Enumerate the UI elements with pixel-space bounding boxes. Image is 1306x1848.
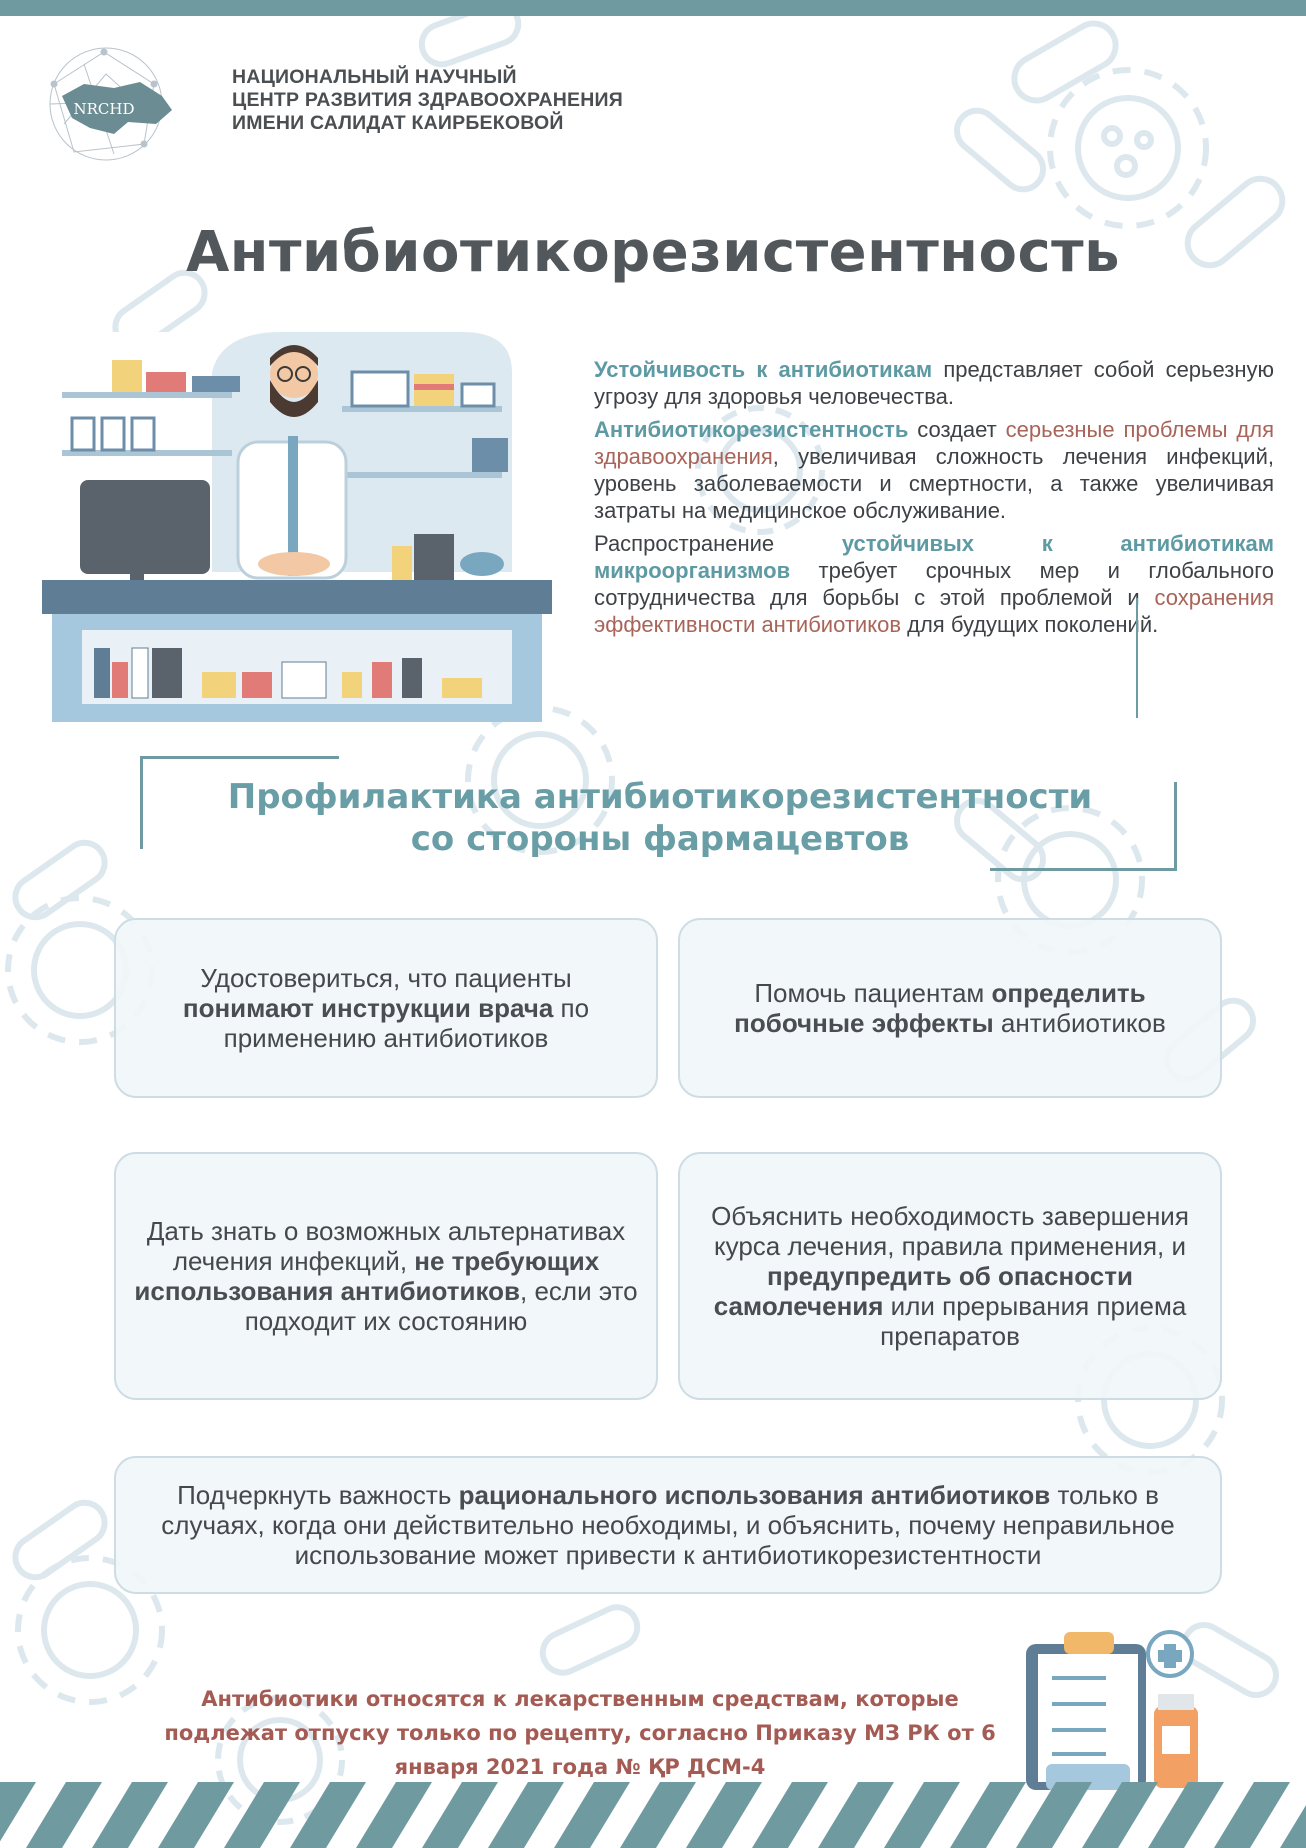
clipboard-icon [1006,1614,1210,1794]
bold-text: рационального использования антибиотиков [458,1480,1051,1510]
stripe [92,1782,168,1848]
stripe [488,1782,564,1848]
stripe [620,1782,696,1848]
stripe [686,1782,762,1848]
stripe [26,1782,102,1848]
highlight: устойчивых к антибиотикам микроорганизмов [594,531,1274,583]
nrchd-logo [44,44,234,164]
stripe [0,1782,36,1848]
text: , если это подходит их состоянию [244,1276,638,1336]
bold-text: определить побочные эффекты [734,978,1146,1038]
stripe [1016,1782,1092,1848]
emphasis: серьезные проблемы для здравоохранения [594,417,1274,469]
stripe [158,1782,234,1848]
org-line: ЦЕНТР РАЗВИТИЯ ЗДРАВООХРАНЕНИЯ [232,89,623,111]
virus-icon [1050,70,1206,226]
stripe [1214,1782,1290,1848]
bold-text: не требующих использования антибиотиков [134,1246,600,1306]
stripe [224,1782,300,1848]
text: представляет собой серьезную угрозу для здоровья человечества. [594,357,1274,409]
stripe [1148,1782,1224,1848]
intro-text [594,356,1274,644]
emphasis: сохранения эффективности антибиотиков [594,585,1274,637]
stripe [1082,1782,1158,1848]
tip-card [678,1152,1222,1400]
text: Дать знать о возможных альтернативах лечения инфекций, [146,1216,626,1276]
organization-name [232,66,623,135]
text: Распространение [594,531,842,556]
stripe [752,1782,828,1848]
note-line: Антибиотики относятся к лекарственным средствам, которые [201,1687,959,1711]
note-line: января 2021 года № ҚР ДСМ-4 [394,1755,766,1779]
text: Объяснить необходимость завершения курса лечения, правила применения, и [711,1201,1189,1261]
bold-text: понимают инструкции врача [182,993,554,1023]
text: Подчеркнуть важность [177,1480,459,1510]
highlight: Антибиотикорезистентность [594,417,909,442]
logo-text: NRCHD [73,100,135,118]
subtitle-line: со стороны фармацевтов [410,819,910,859]
text: только в случаях, когда они действительно необходимы, и объяснить, почему неправильное использование может привести к антибиотикорезистентности [161,1480,1175,1570]
stripe [554,1782,630,1848]
text: требует срочных мер и глобального сотрудничества для борьбы с этой проблемой и [594,558,1274,610]
tip-card-wide [114,1456,1222,1594]
text: создает [908,417,1006,442]
text: антибиотиков [993,1008,1166,1038]
org-line: НАЦИОНАЛЬНЫЙ НАУЧНЫЙ [232,66,517,88]
section-subtitle [150,776,1170,860]
tip-card [114,1152,658,1400]
tip-card [678,918,1222,1098]
intro-paragraph [594,356,1274,410]
text: , увеличивая сложность лечения инфекций, уровень заболеваемости и смертности, а также увеличивая затраты на медицинское обслуживание. [594,444,1274,523]
stripe [950,1782,1026,1848]
text: или прерывания приема препаратов [880,1291,1187,1351]
top-bar [0,0,1306,16]
pharmacist-illustration [42,332,552,722]
bottom-stripes [0,1782,1306,1848]
page-title: Антибиотикорезистентность [185,220,1121,285]
text: Помочь пациентам [754,978,992,1008]
text: для будущих поколений. [901,612,1159,637]
intro-paragraph [594,530,1274,638]
text: Удостовериться, что пациенты [200,963,572,993]
org-line: ИМЕНИ САЛИДАТ КАИРБЕКОВОЙ [232,112,564,134]
stripe [356,1782,432,1848]
highlight: Устойчивость к антибиотикам [594,357,933,382]
stripe [422,1782,498,1848]
stripe [818,1782,894,1848]
subtitle-line: Профилактика антибиотикорезистентности [227,777,1093,817]
prescription-note [120,1682,1040,1784]
tip-card [114,918,658,1098]
stripe [884,1782,960,1848]
bold-text: предупредить об опасности самолечения [713,1261,1133,1321]
intro-paragraph [594,416,1274,524]
stripe [290,1782,366,1848]
text: по применению антибиотиков [223,993,590,1053]
decorative-line [1128,598,1138,718]
note-line: подлежат отпуску только по рецепту, согласно Приказу МЗ РК от 6 [164,1721,996,1745]
